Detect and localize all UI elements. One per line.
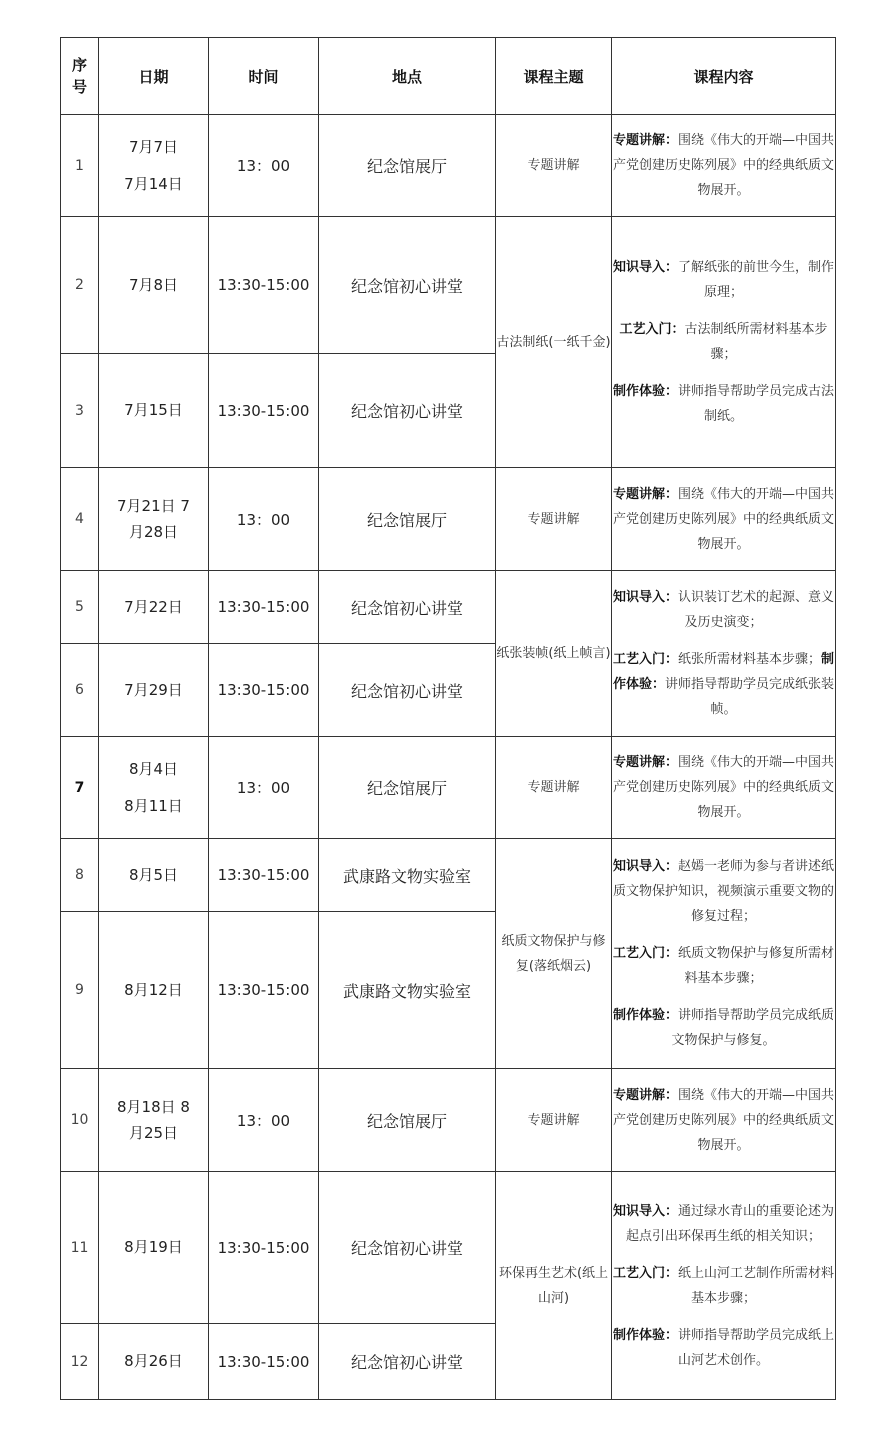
header-time: 时间	[209, 38, 319, 115]
row-date: 7月29日	[99, 644, 209, 737]
row-topic: 专题讲解	[496, 468, 612, 571]
table-row	[61, 468, 836, 571]
row-date: 8月19日	[99, 1172, 209, 1324]
course-schedule-table	[60, 37, 836, 1400]
row-time: 13:30-15:00	[209, 1172, 319, 1324]
header-content: 课程内容	[612, 38, 836, 115]
row-time: 13：00	[209, 468, 319, 571]
row-date: 7月21日 7 月28日	[99, 468, 209, 571]
row-topic: 环保再生艺术(纸上山河)	[496, 1172, 612, 1400]
row-topic: 纸质文物保护与修复(落纸烟云)	[496, 839, 612, 1069]
row-time: 13:30-15:00	[209, 217, 319, 354]
row-content: 知识导入：通过绿水青山的重要论述为起点引出环保再生纸的相关知识； 工艺入门：纸上山河工艺制作所需材料基本步骤； 制作体验：讲师指导帮助学员完成纸上山河艺术创作。	[612, 1172, 836, 1400]
row-date: 7月15日	[99, 354, 209, 468]
row-place: 纪念馆初心讲堂	[319, 571, 496, 644]
row-date: 8月18日 8 月25日	[99, 1069, 209, 1172]
row-seq: 10	[61, 1069, 99, 1172]
row-time: 13:30-15:00	[209, 839, 319, 912]
header-seq: 序号	[61, 38, 99, 115]
row-place: 纪念馆展厅	[319, 468, 496, 571]
table-row	[61, 737, 836, 839]
row-place: 武康路文物实验室	[319, 912, 496, 1069]
row-time: 13：00	[209, 115, 319, 217]
row-seq: 12	[61, 1324, 99, 1400]
row-time: 13:30-15:00	[209, 571, 319, 644]
row-seq: 4	[61, 468, 99, 571]
row-time: 13：00	[209, 737, 319, 839]
row-place: 纪念馆初心讲堂	[319, 354, 496, 468]
row-time: 13:30-15:00	[209, 644, 319, 737]
row-seq: 8	[61, 839, 99, 912]
header-topic: 课程主题	[496, 38, 612, 115]
row-content: 知识导入：了解纸张的前世今生，制作原理； 工艺入门：古法制纸所需材料基本步骤； 制作体验：讲师指导帮助学员完成古法制纸。	[612, 217, 836, 468]
row-content: 专题讲解：围绕《伟大的开端—中国共产党创建历史陈列展》中的经典纸质文物展开。	[612, 1069, 836, 1172]
row-topic: 专题讲解	[496, 115, 612, 217]
row-content: 专题讲解：围绕《伟大的开端—中国共产党创建历史陈列展》中的经典纸质文物展开。	[612, 115, 836, 217]
row-time: 13:30-15:00	[209, 354, 319, 468]
row-date: 7月7日 7月14日	[99, 115, 209, 217]
row-seq: 6	[61, 644, 99, 737]
row-seq: 11	[61, 1172, 99, 1324]
row-time: 13:30-15:00	[209, 1324, 319, 1400]
table-row	[61, 217, 836, 354]
row-date: 8月5日	[99, 839, 209, 912]
row-content: 知识导入：赵嫣一老师为参与者讲述纸质文物保护知识，视频演示重要文物的修复过程； 工艺入门：纸质文物保护与修复所需材料基本步骤； 制作体验：讲师指导帮助学员完成纸质文物保护与修复。	[612, 839, 836, 1069]
table-row	[61, 571, 836, 644]
table-header-row	[61, 38, 836, 115]
row-topic: 纸张装帧(纸上帧言)	[496, 571, 612, 737]
header-date: 日期	[99, 38, 209, 115]
row-place: 纪念馆展厅	[319, 737, 496, 839]
row-seq: 7	[61, 737, 99, 839]
row-time: 13：00	[209, 1069, 319, 1172]
row-date: 7月22日	[99, 571, 209, 644]
row-place: 纪念馆初心讲堂	[319, 1172, 496, 1324]
row-place: 纪念馆初心讲堂	[319, 217, 496, 354]
row-place: 纪念馆初心讲堂	[319, 644, 496, 737]
row-content: 专题讲解：围绕《伟大的开端—中国共产党创建历史陈列展》中的经典纸质文物展开。	[612, 468, 836, 571]
row-date: 7月8日	[99, 217, 209, 354]
row-place: 纪念馆初心讲堂	[319, 1324, 496, 1400]
table-row	[61, 839, 836, 912]
header-place: 地点	[319, 38, 496, 115]
row-place: 武康路文物实验室	[319, 839, 496, 912]
row-date: 8月26日	[99, 1324, 209, 1400]
table-row	[61, 1069, 836, 1172]
row-content: 专题讲解：围绕《伟大的开端—中国共产党创建历史陈列展》中的经典纸质文物展开。	[612, 737, 836, 839]
row-time: 13:30-15:00	[209, 912, 319, 1069]
row-seq: 5	[61, 571, 99, 644]
row-place: 纪念馆展厅	[319, 115, 496, 217]
row-place: 纪念馆展厅	[319, 1069, 496, 1172]
table-row	[61, 115, 836, 217]
row-topic: 专题讲解	[496, 737, 612, 839]
row-topic: 专题讲解	[496, 1069, 612, 1172]
table-row	[61, 1172, 836, 1324]
row-content: 知识导入：认识装订艺术的起源、意义及历史演变； 工艺入门：纸张所需材料基本步骤；制作体验：讲师指导帮助学员完成纸张装帧。	[612, 571, 836, 737]
row-date: 8月12日	[99, 912, 209, 1069]
row-seq: 1	[61, 115, 99, 217]
row-date: 8月4日 8月11日	[99, 737, 209, 839]
row-seq: 2	[61, 217, 99, 354]
row-seq: 3	[61, 354, 99, 468]
row-seq: 9	[61, 912, 99, 1069]
row-topic: 古法制纸(一纸千金)	[496, 217, 612, 468]
